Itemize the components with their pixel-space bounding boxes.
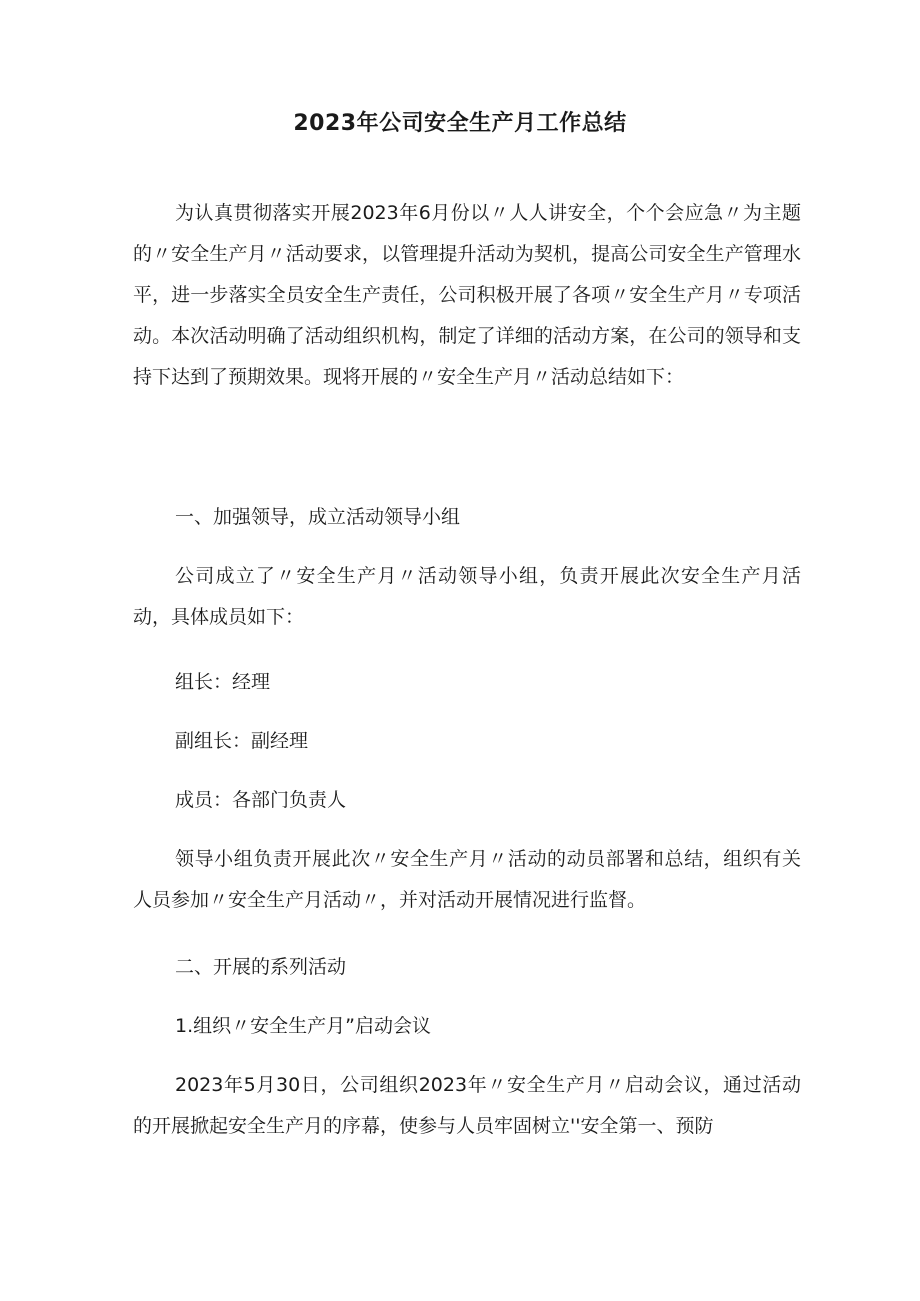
section-1-heading: 一、加强领导，成立活动领导小组 [175, 506, 461, 528]
subsection-1-heading: 1.组织〃安全生产月”启动会议 [175, 1015, 431, 1037]
kickoff-meeting-paragraph: 2023年5月30日，公司组织2023年〃安全生产月〃启动会议，通过活动的开展掀起安全生产月的序幕，使参与人员牢固树立''安全第一、预防 [133, 1074, 801, 1137]
document-title: 2023年公司安全生产月工作总结 [293, 111, 627, 136]
intro-paragraph: 为认真贯彻落实开展2023年6月份以〃人人讲安全，个个会应急〃为主题的〃安全生产月〃活动要求，以管理提升活动为契机，提高公司安全生产管理水平，进一步落实全员安全生产责任，公司积极开展了各项〃安全生产月〃专项活动。本次活动明确了活动组织机构，制定了详细的活动方案，在公司的领导和支持下达到了预期效果。现将开展的〃安全生产月〃活动总结如下： [133, 202, 801, 388]
leader-line: 组长：经理 [175, 671, 271, 693]
leadership-duty-paragraph: 领导小组负责开展此次〃安全生产月〃活动的动员部署和总结，组织有关人员参加〃安全生产月活动〃，并对活动开展情况进行监督。 [133, 848, 801, 911]
section-1-paragraph: 公司成立了〃安全生产月〃活动领导小组，负责开展此次安全生产月活动，具体成员如下： [133, 565, 801, 628]
deputy-leader-line: 副组长：副经理 [175, 730, 309, 752]
members-line: 成员：各部门负责人 [175, 789, 347, 811]
section-2-heading: 二、开展的系列活动 [175, 956, 347, 978]
